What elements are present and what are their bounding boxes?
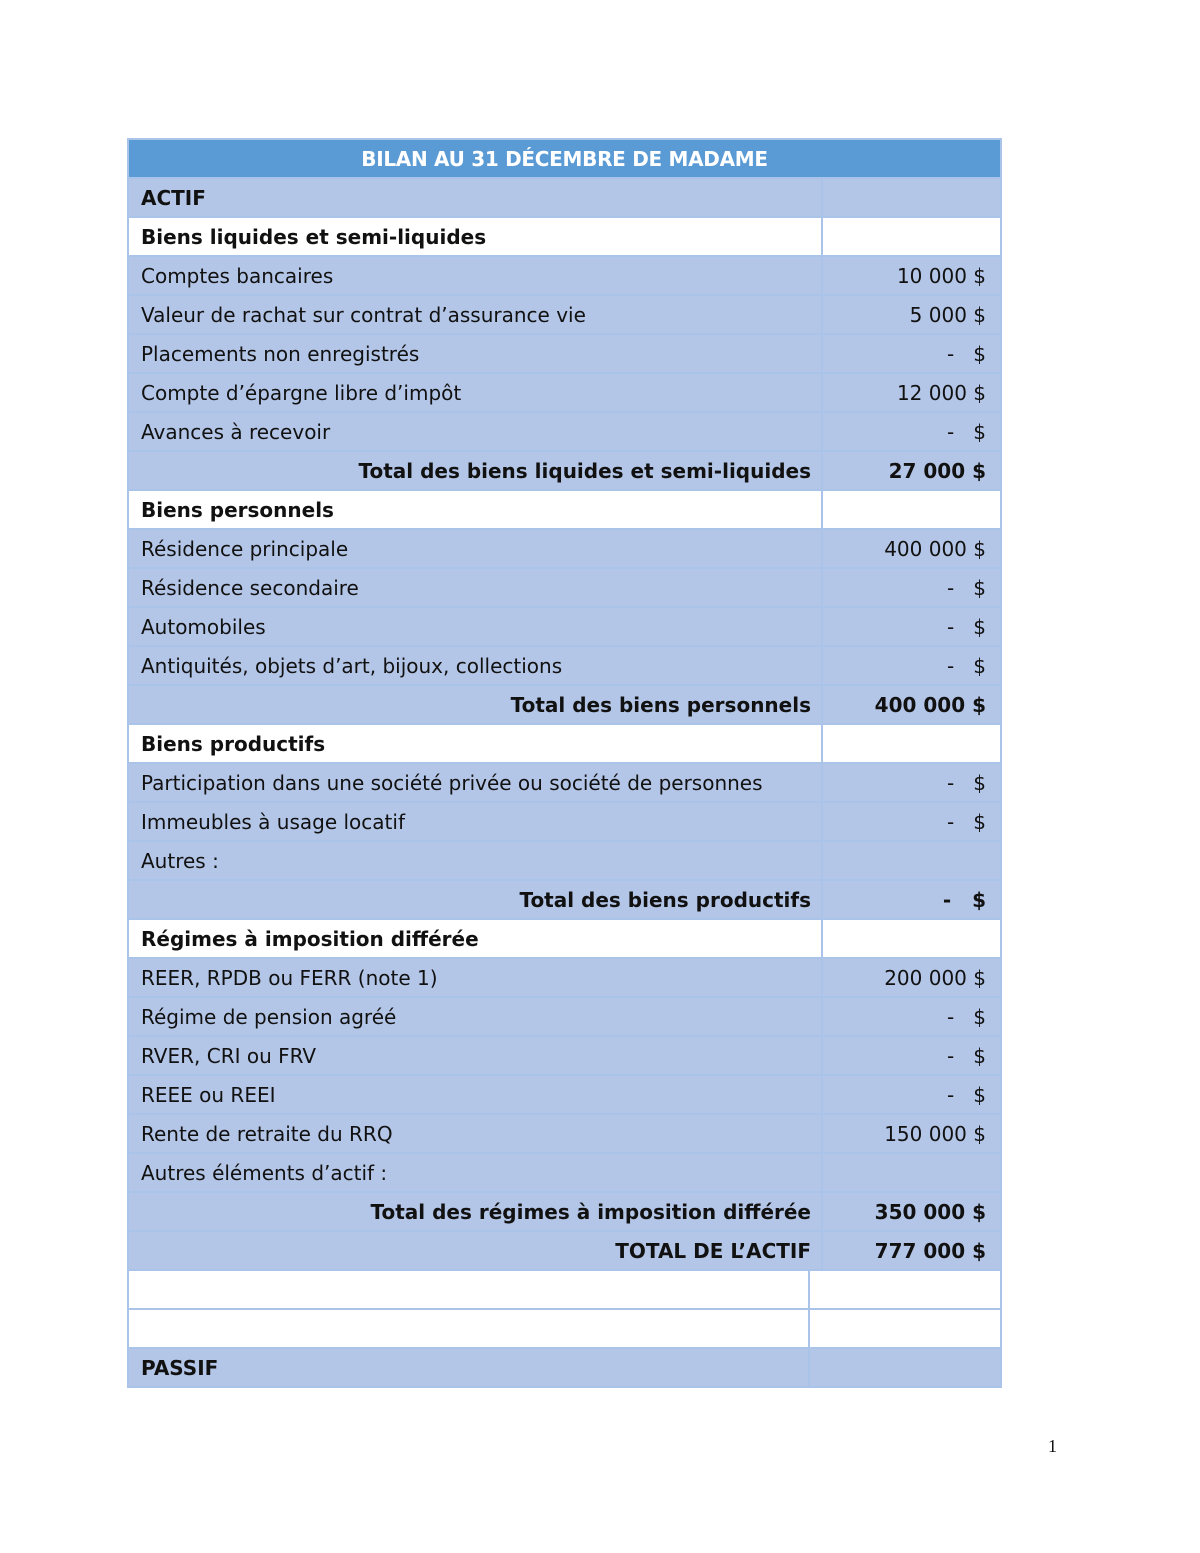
table-title: BILAN AU 31 DÉCEMBRE DE MADAME <box>127 138 1002 179</box>
row-label: Biens productifs <box>129 725 823 762</box>
table-body <box>127 179 1002 1388</box>
table-row <box>127 257 1002 296</box>
section-row <box>127 725 1002 764</box>
table-row <box>127 1154 1002 1193</box>
balance-sheet-table <box>127 138 1002 1388</box>
table-row <box>127 335 1002 374</box>
row-amount <box>823 725 1000 762</box>
row-amount: - $ <box>946 1082 986 1107</box>
row-amount: - $ <box>946 653 986 678</box>
row-amount: - $ <box>946 575 986 600</box>
row-amount: - $ <box>946 341 986 366</box>
row-label: Autres éléments d’actif : <box>129 1154 823 1191</box>
row-label: Résidence secondaire <box>129 569 823 606</box>
table-row <box>127 374 1002 413</box>
row-label: Avances à recevoir <box>129 413 823 450</box>
row-amount: 350 000 $ <box>874 1199 986 1224</box>
row-label: Valeur de rachat sur contrat d’assurance vie <box>129 296 823 333</box>
table-row <box>127 413 1002 452</box>
row-amount: 400 000 $ <box>874 692 986 717</box>
table-row <box>127 1076 1002 1115</box>
total-row <box>127 1232 1002 1271</box>
table-row <box>127 803 1002 842</box>
row-label: RVER, CRI ou FRV <box>129 1037 823 1074</box>
row-amount: - $ <box>946 809 986 834</box>
row-amount: - $ <box>942 887 986 912</box>
table-row <box>127 296 1002 335</box>
row-label: Comptes bancaires <box>129 257 823 294</box>
row-amount <box>823 1154 1000 1191</box>
table-row <box>127 530 1002 569</box>
row-amount <box>810 1271 1000 1308</box>
table-row <box>127 569 1002 608</box>
row-label: Participation dans une société privée ou société de personnes <box>129 764 823 801</box>
row-label: Total des biens liquides et semi-liquides <box>129 452 823 489</box>
table-row <box>127 959 1002 998</box>
row-label: Autres : <box>129 842 823 879</box>
section-row <box>127 218 1002 257</box>
row-label: Total des biens personnels <box>129 686 823 723</box>
row-amount: - $ <box>946 770 986 795</box>
row-label: Rente de retraite du RRQ <box>129 1115 823 1152</box>
row-amount: - $ <box>946 419 986 444</box>
row-amount <box>823 842 1000 879</box>
row-amount: 200 000 $ <box>884 965 986 990</box>
row-amount <box>810 1310 1000 1347</box>
section-row <box>127 1349 1002 1388</box>
row-label <box>129 1310 810 1347</box>
row-label: REER, RPDB ou FERR (note 1) <box>129 959 823 996</box>
table-row <box>127 1115 1002 1154</box>
row-label: Biens liquides et semi-liquides <box>129 218 823 255</box>
row-label: Régimes à imposition différée <box>129 920 823 957</box>
blank-row <box>127 1310 1002 1349</box>
table-row <box>127 842 1002 881</box>
row-amount: 400 000 $ <box>884 536 986 561</box>
table-row <box>127 998 1002 1037</box>
row-label: Résidence principale <box>129 530 823 567</box>
row-amount <box>823 179 1000 216</box>
blank-row <box>127 1271 1002 1310</box>
row-label: Régime de pension agréé <box>129 998 823 1035</box>
row-amount: 5 000 $ <box>909 302 986 327</box>
row-label: Antiquités, objets d’art, bijoux, collections <box>129 647 823 684</box>
table-row <box>127 647 1002 686</box>
row-amount <box>810 1349 1000 1386</box>
row-label: PASSIF <box>129 1349 810 1386</box>
row-amount: 777 000 $ <box>874 1238 986 1263</box>
row-label <box>129 1271 810 1308</box>
section-row <box>127 179 1002 218</box>
section-row <box>127 920 1002 959</box>
row-amount: - $ <box>946 1004 986 1029</box>
total-row <box>127 452 1002 491</box>
table-row <box>127 1037 1002 1076</box>
row-amount <box>823 218 1000 255</box>
row-label: REEE ou REEI <box>129 1076 823 1113</box>
row-amount: 27 000 $ <box>888 458 986 483</box>
row-label: Compte d’épargne libre d’impôt <box>129 374 823 411</box>
page-number: 1 <box>1048 1436 1057 1456</box>
table-row <box>127 608 1002 647</box>
row-amount <box>823 491 1000 528</box>
section-row <box>127 491 1002 530</box>
total-row <box>127 881 1002 920</box>
row-amount: - $ <box>946 614 986 639</box>
row-label: Total des régimes à imposition différée <box>129 1193 823 1230</box>
row-amount <box>823 920 1000 957</box>
row-label: Immeubles à usage locatif <box>129 803 823 840</box>
row-amount: 10 000 $ <box>896 263 986 288</box>
row-label: Total des biens productifs <box>129 881 823 918</box>
row-label: Automobiles <box>129 608 823 645</box>
total-row <box>127 1193 1002 1232</box>
row-label: TOTAL DE L’ACTIF <box>129 1232 823 1269</box>
row-amount: 150 000 $ <box>884 1121 986 1146</box>
total-row <box>127 686 1002 725</box>
row-label: Biens personnels <box>129 491 823 528</box>
row-label: Placements non enregistrés <box>129 335 823 372</box>
row-amount: 12 000 $ <box>896 380 986 405</box>
table-row <box>127 764 1002 803</box>
row-label: ACTIF <box>129 179 823 216</box>
row-amount: - $ <box>946 1043 986 1068</box>
